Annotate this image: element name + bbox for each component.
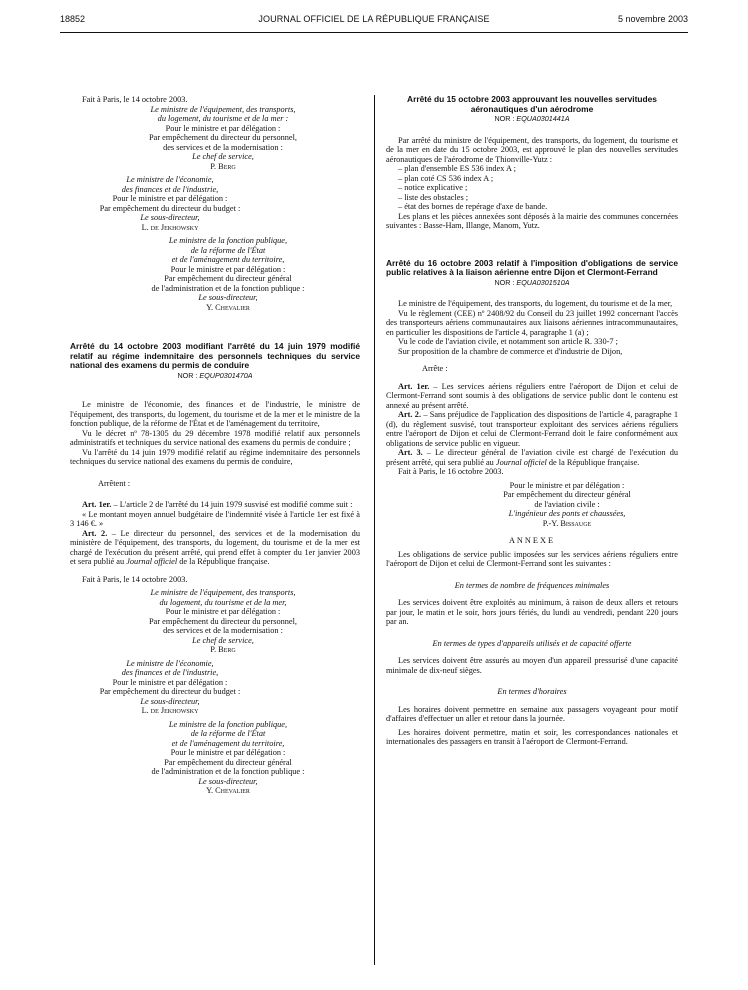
annexe-intro: Les obligations de service public imposées sur les services aériens réguliers entre l'aéroport de Dijon et celui de Clermont-Ferrand sont les suivantes :: [386, 549, 678, 569]
annexe-paragraph: Les horaires doivent permettre en semaine aux passagers voyageant pour motif d'affaires d'effectuer un aller et retour dans la journée.: [386, 704, 678, 724]
signatory-name: L. de Jekhowsky: [141, 706, 199, 716]
page-header: [60, 14, 688, 28]
list-item: – état des bornes de repérage d'axe de bande.: [398, 202, 548, 212]
journal-title: JOURNAL OFFICIEL DE LA RÉPUBLIQUE FRANÇAISE: [258, 14, 490, 24]
arretent-heading: Arrêtent :: [98, 478, 131, 488]
annexe-subheading: En termes de types d'appareils utilisés et de capacité offerte: [432, 638, 632, 648]
signatory-name: P.-Y. Bissauge: [542, 518, 592, 528]
preamble-paragraph: Vu le code de l'aviation civile, et notamment son article R. 330-7 ;: [398, 337, 618, 347]
signatory-name: P. Berg: [210, 645, 236, 655]
arrete-intro: Par arrêté du ministre de l'équipement, des transports, du logement, du tourisme et de la mer en date du 15 octobre 2003, est approuvé le plan des nouvelles servitudes aéronautiques de l'aérodrome de Thionville-Yutz :: [386, 135, 678, 164]
signature-block: Pour le ministre et par délégation : Par empêchement du directeur général de l'aviation civile : L'ingénieur des ponts et chaussées, P.-Y. Bissauge: [456, 481, 678, 529]
issue-date: 5 novembre 2003: [617, 14, 688, 24]
article-2: Art. 2. – Sans préjudice de l'application des dispositions de l'article 4, paragraphe 1 (d), du règlement susvisé, tout transporteur exploitant des services aériens réguliers entre l'aéroport de Dijon et celui de Clermont-Ferrand doit le faire conformément aux obligations de service public en vigueur.: [386, 410, 678, 448]
nor-reference: NOR : EQUA0301510A: [494, 277, 570, 287]
signatory-name: L. de Jekhowsky: [141, 222, 199, 232]
list-item: – notice explicative ;: [398, 183, 468, 193]
preamble-paragraph: Sur proposition de la chambre de commerce et d'industrie de Dijon,: [398, 346, 623, 356]
preamble-paragraph: Vu le décret nº 78-1305 du 29 décembre 1978 modifié relatif aux personnels administratifs et techniques du service national des examens du permis de conduire ;: [70, 428, 360, 448]
annexe-subheading: En termes d'horaires: [497, 687, 567, 697]
column-divider: [374, 95, 375, 965]
signatory-name: Y. Chevalier: [206, 302, 250, 312]
signature-block: Le ministre de l'économie, des finances et de l'industrie, Pour le ministre et par délégation : Par empêchement du directeur du budget : Le sous-directeur, L. de Jekhowsky: [70, 659, 270, 716]
article-1-quote: « Le montant moyen annuel budgétaire de l'indemnité visée à l'article 1er est fixé à 3 146 €. »: [70, 509, 360, 529]
signature-block: Le ministre de l'économie, des finances et de l'industrie, Pour le ministre et par délégation : Par empêchement du directeur du budget : Le sous-directeur, L. de Jekhowsky: [70, 175, 270, 232]
signatory-name: Y. Chevalier: [206, 786, 250, 796]
list-item: – liste des obstacles ;: [398, 192, 469, 202]
article-3: Art. 3. – Le directeur général de l'aviation civile est chargé de l'exécution du présent arrêté, qui sera publié au Journal officiel de la République française.: [386, 448, 678, 467]
header-rule: [60, 32, 688, 33]
arrete-closing: Les plans et les pièces annexées sont déposés à la mairie des communes concernées suivantes : Basse-Ham, Illange, Manom, Yutz.: [386, 211, 678, 231]
list-item: – plan coté CS 536 index A ;: [398, 173, 494, 183]
arrete-title: Arrêté du 14 octobre 2003 modifiant l'arrêté du 14 juin 1979 modifié relatif au régime indemnitaire des personnels techniques du service national des examens du permis de conduire: [70, 341, 360, 371]
preamble-paragraph: Vu le règlement (CEE) nº 2408/92 du Conseil du 23 juillet 1992 concernant l'accès des transporteurs aériens communautaires aux liaisons aériennes intracommunautaires, en particulier les dispositions de l'article 4, paragraphe 1 (a) ;: [386, 308, 678, 337]
preamble-paragraph: Vu l'arrêté du 14 juin 1979 modifié relatif au régime indemnitaire des personnels techniques du service national des examens du permis de conduire,: [70, 447, 360, 467]
annexe-paragraph: Les services doivent être exploités au minimum, à raison de deux allers et retours par jour, le matin et le soir, hors jours fériés, du lundi au vendredi, pendant 220 jours par an.: [386, 598, 678, 627]
signature-block: Le ministre de la fonction publique, de la réforme de l'État et de l'aménagement du territoire, Pour le ministre et par délégation : Par empêchement du directeur général de l'administration et de la fonction publique : Le sous-directeur, Y. Chevalier: [98, 720, 358, 796]
annexe-subheading: En termes de nombre de fréquences minimales: [454, 580, 610, 590]
preamble-paragraph: Le ministre de l'économie, des finances et de l'industrie, le ministre de l'équipement, des transports, du logement, du tourisme et de la mer et le ministre de la fonction publique, de la réforme de l'État et de l'aménagement du territoire,: [70, 400, 360, 429]
signature-block: Le ministre de l'équipement, des transports, du logement, du tourisme et de la mer : Pour le ministre et par délégation : Par empêchement du directeur du personnel, des services et de la modernisation : Le chef de service, P. Berg: [98, 105, 348, 172]
signatory-name: P. Berg: [210, 161, 236, 171]
arrete-title: Arrêté du 15 octobre 2003 approuvant les nouvelles servitudes aéronautiques d'un aérodrome: [407, 94, 657, 114]
left-column: [70, 95, 360, 796]
signature-block: Le ministre de l'équipement, des transports, du logement, du tourisme et de la mer, Pour le ministre et par délégation : Par empêchement du directeur du personnel, des services et de la modernisation : Le chef de service, P. Berg: [98, 588, 348, 655]
signature-block: Le ministre de la fonction publique, de la réforme de l'État et de l'aménagement du territoire, Pour le ministre et par délégation : Par empêchement du directeur général de l'administration et de la fonction publique : Le sous-directeur, Y. Chevalier: [98, 236, 358, 312]
signature-place-date: Fait à Paris, le 14 octobre 2003.: [82, 95, 188, 104]
signature-place-date: Fait à Paris, le 14 octobre 2003.: [82, 574, 188, 584]
list-item: – plan d'ensemble ES 536 index A ;: [398, 164, 516, 174]
nor-reference: NOR : EQUP0301470A: [177, 370, 253, 380]
arrete-title: Arrêté du 16 octobre 2003 relatif à l'imposition d'obligations de service public relatives à la liaison aérienne entre Dijon et Clermont-Ferrand: [386, 257, 678, 278]
signature-place-date: Fait à Paris, le 16 octobre 2003.: [398, 467, 504, 477]
annexe-title: ANNEXE: [508, 536, 556, 546]
nor-reference: NOR : EQUA0301441A: [494, 114, 570, 124]
page-number: 18852: [60, 14, 86, 24]
annexe-paragraph: Les horaires doivent permettre, matin et soir, les correspondances nationales et internationales des passagers en transit à l'aéroport de Clermont-Ferrand.: [386, 727, 678, 747]
annexe-paragraph: Les services doivent être assurés au moyen d'un appareil pressurisé d'une capacité minimale de dix-neuf sièges.: [386, 656, 678, 675]
article-1: Art. 1er. – Les services aériens réguliers entre l'aéroport de Dijon et celui de Clermont-Ferrand sont soumis à des obligations de service public dont le contenu est annexé au présent arrêté.: [386, 381, 678, 410]
arrete-heading: Arrête :: [422, 364, 448, 374]
preamble-paragraph: Le ministre de l'équipement, des transports, du logement, du tourisme et de la mer,: [398, 299, 673, 309]
article-2: Art. 2. – Le directeur du personnel, des services et de la modernisation du ministère de l'équipement, des transports, du logement, du tourisme et de la mer est chargé de l'exécution du présent arrêté, qui prend effet à compter du 1er janvier 2003 et sera publié au Journal officiel de la République française.: [70, 528, 360, 567]
article-1: Art. 1er. – L'article 2 de l'arrêté du 14 juin 1979 susvisé est modifié comme suit :: [82, 500, 353, 510]
right-column: [386, 95, 678, 747]
